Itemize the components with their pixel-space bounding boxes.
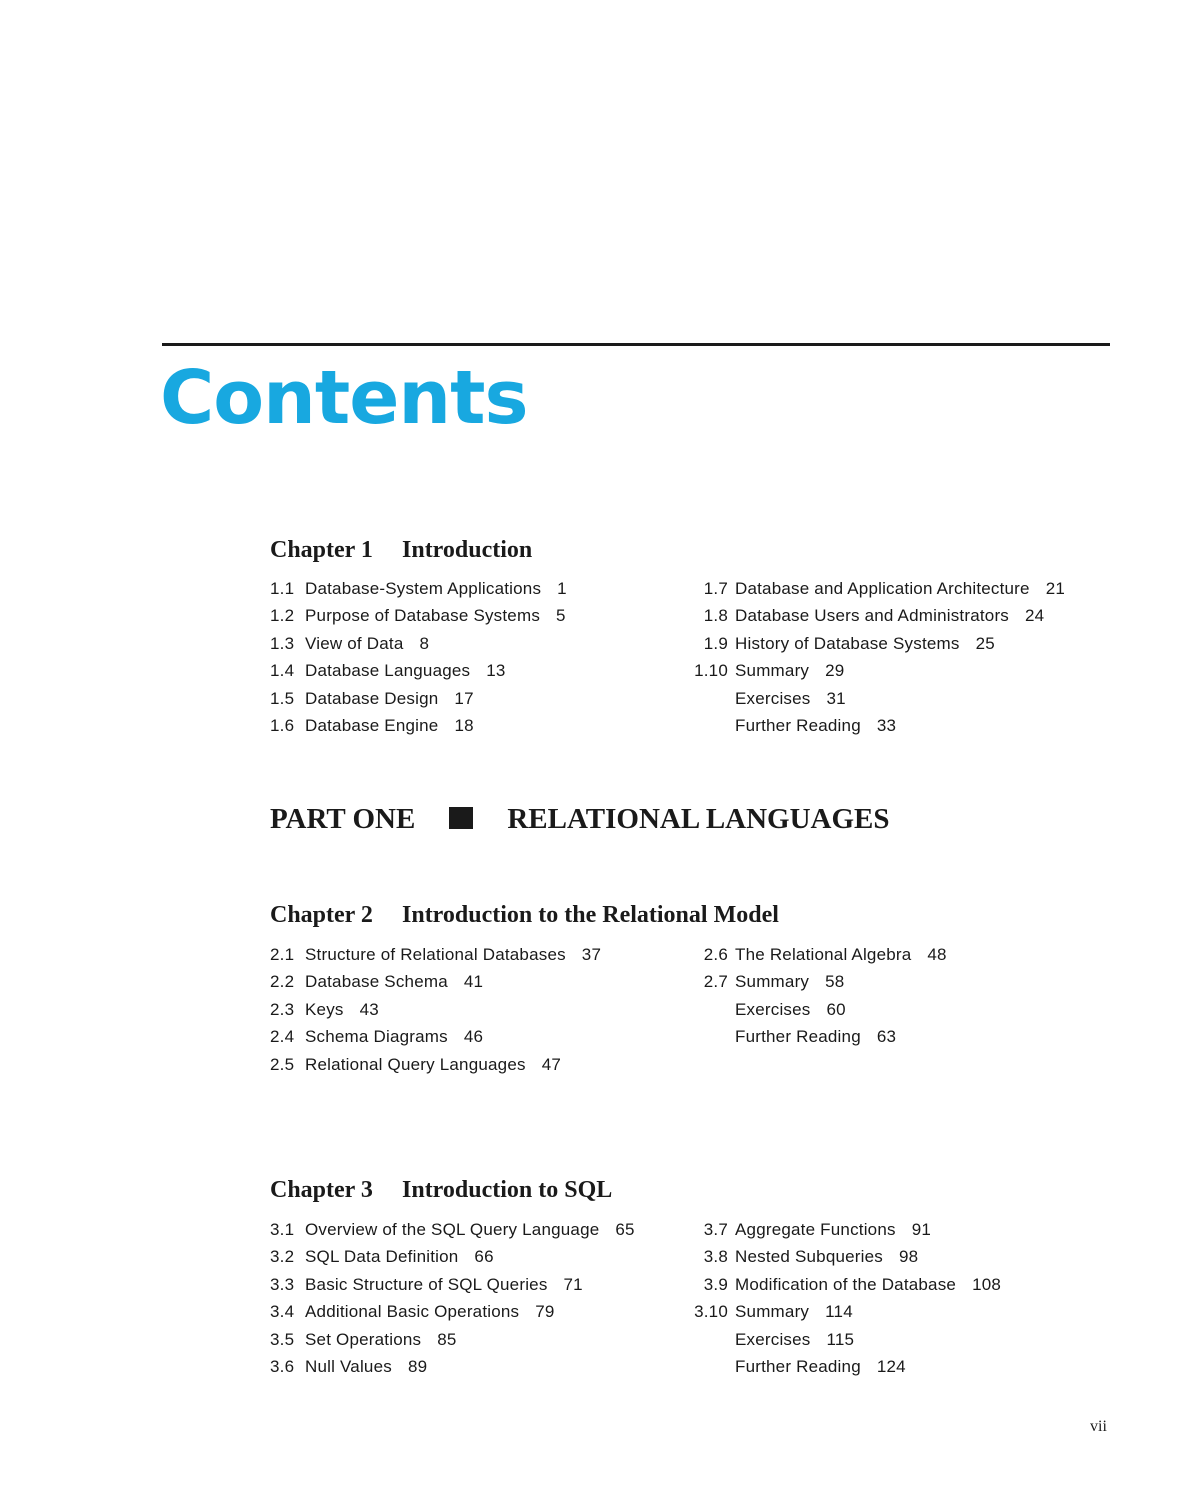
section-page: 8 [419,633,430,653]
section-title: Structure of Relational Databases [305,945,566,964]
section-title: Basic Structure of SQL Queries [305,1274,548,1294]
chapter-3-heading[interactable] [270,1177,612,1204]
section-number: 2.2 [270,972,295,992]
section-number: 3.4 [270,1302,295,1322]
toc-entry[interactable] [270,1216,635,1243]
toc-entry[interactable] [700,1023,947,1050]
section-number: 3.1 [270,1220,295,1239]
section-number: 1.10 [694,661,728,681]
section-title: Additional Basic Operations [305,1302,520,1322]
section-title: Database and Application Architecture [735,579,1030,598]
toc-entry[interactable] [270,1023,601,1050]
section-page: 29 [825,661,845,681]
section-page: 58 [825,972,845,992]
section-title: Database-System Applications [305,579,542,598]
section-number: 1.9 [703,633,728,653]
section-page: 79 [535,1302,555,1322]
toc-entry[interactable] [270,1353,635,1380]
section-number: 1.5 [270,688,295,708]
section-page: 17 [454,688,474,708]
section-title: Null Values [305,1356,392,1376]
section-number: 3.3 [270,1274,295,1294]
section-title: Summary [735,972,810,992]
toc-entry[interactable] [700,602,1065,629]
toc-entry[interactable] [270,1243,635,1270]
toc-entry[interactable] [700,1243,1001,1270]
section-title: Further Reading [735,715,861,735]
section-title: History of Database Systems [735,633,960,653]
square-separator-icon [449,807,473,829]
section-title: Database Languages [305,661,471,681]
section-number: 3.8 [703,1247,728,1267]
section-page: 48 [927,945,947,964]
section-title: Database Engine [305,715,439,735]
section-number: 2.7 [703,972,728,992]
page-title: Contents [160,355,528,441]
chapter-2-toc-right [700,941,947,1051]
section-title: Relational Query Languages [305,1054,526,1074]
chapter-label: Chapter 2 [270,902,373,928]
section-page: 63 [876,1027,897,1047]
section-title: Nested Subqueries [735,1247,883,1267]
section-page: 66 [474,1247,494,1267]
toc-entry[interactable] [700,712,1065,739]
section-number: 3.10 [694,1302,728,1322]
section-number: 1.6 [270,715,295,735]
toc-entry[interactable] [270,630,567,657]
section-title: Keys [305,999,344,1019]
section-page: 98 [899,1247,919,1267]
toc-entry[interactable] [270,657,567,684]
section-title: Overview of the SQL Query Language [305,1220,600,1239]
toc-entry[interactable] [270,1051,601,1078]
section-title: Summary [735,1302,810,1322]
section-number: 2.1 [270,945,295,964]
toc-entry[interactable] [270,602,567,629]
section-number: 1.1 [270,579,295,598]
section-page: 65 [615,1220,635,1239]
section-page: 114 [825,1302,853,1322]
chapter-1-toc-left [270,575,567,739]
section-title: Exercises [735,999,811,1019]
section-number: 3.5 [270,1329,295,1349]
chapter-title: Introduction to the Relational Model [402,902,779,928]
toc-entry[interactable] [270,968,601,995]
chapter-title: Introduction [402,537,533,563]
section-page: 25 [975,633,995,653]
toc-entry[interactable] [270,575,567,602]
section-page: 124 [876,1356,906,1376]
section-number: 3.2 [270,1247,295,1267]
section-number: 1.8 [703,606,728,626]
toc-entry[interactable] [270,1271,635,1298]
section-title: Modification of the Database [735,1274,957,1294]
section-number: 2.6 [703,945,728,964]
section-title: Purpose of Database Systems [305,606,541,626]
section-page: 60 [826,999,846,1019]
part-heading [270,803,890,836]
toc-entry[interactable] [700,968,947,995]
part-title: RELATIONAL LANGUAGES [507,803,890,835]
chapter-label: Chapter 1 [270,537,373,563]
section-number: 1.7 [703,579,728,598]
section-title: Exercises [735,1329,811,1349]
section-number: 1.2 [270,606,295,626]
chapter-2-heading[interactable] [270,902,779,929]
section-number: 1.3 [270,633,295,653]
toc-entry[interactable] [270,1326,635,1353]
section-page: 5 [556,606,566,626]
section-title: Further Reading [735,1356,861,1376]
toc-entry[interactable] [700,1216,1001,1243]
section-number: 2.5 [270,1054,295,1074]
chapter-title: Introduction to SQL [402,1177,613,1203]
chapter-3-toc-left [270,1216,635,1380]
chapter-3-toc-right [694,1216,1002,1380]
page-number: vii [1090,1418,1107,1435]
section-page: 31 [826,688,846,708]
section-page: 1 [557,579,567,598]
section-number: 1.4 [270,661,295,681]
section-title: Database Schema [305,972,448,992]
chapter-label: Chapter 3 [270,1177,373,1203]
section-page: 13 [486,661,506,681]
chapter-1-heading[interactable] [270,537,532,564]
toc-entry[interactable] [694,1298,1001,1325]
section-number: 2.3 [270,999,295,1019]
part-label: PART ONE [270,803,416,835]
section-page: 89 [407,1356,428,1376]
section-title: View of Data [305,633,404,653]
section-page: 18 [454,715,474,735]
section-page: 24 [1025,606,1045,626]
toc-entry[interactable] [700,1271,1001,1298]
section-title: Database Design [305,688,439,708]
chapter-1-toc-right [694,575,1066,739]
section-title: Exercises [735,688,811,708]
section-number: 3.6 [270,1356,295,1376]
toc-entry[interactable] [700,1326,1001,1353]
toc-entry[interactable] [700,941,947,968]
section-title: Database Users and Administrators [735,606,1010,626]
section-page: 21 [1045,579,1066,598]
toc-entry[interactable] [700,996,947,1023]
toc-entry[interactable] [270,996,601,1023]
section-title: The Relational Algebra [735,945,912,964]
section-title: Schema Diagrams [305,1027,448,1047]
section-page: 108 [972,1274,1002,1294]
section-page: 37 [581,945,602,964]
section-page: 41 [463,972,484,992]
section-number: 2.4 [270,1027,295,1047]
section-title: Aggregate Functions [735,1220,896,1239]
chapter-2-toc-left [270,941,601,1078]
toc-entry[interactable] [270,941,601,968]
toc-entry[interactable] [270,712,567,739]
toc-entry[interactable] [700,685,1065,712]
toc-entry[interactable] [700,630,1065,657]
section-title: Further Reading [735,1027,861,1047]
section-number: 3.7 [703,1220,728,1239]
section-title: SQL Data Definition [305,1247,459,1267]
section-page: 46 [463,1027,484,1047]
section-page: 115 [826,1329,855,1349]
toc-entry[interactable] [700,575,1065,602]
section-page: 43 [359,999,379,1019]
toc-entry[interactable] [694,657,1065,684]
top-rule [162,343,1110,346]
toc-entry[interactable] [700,1353,1001,1380]
toc-entry[interactable] [270,1298,635,1325]
toc-entry[interactable] [270,685,567,712]
section-page: 85 [437,1329,457,1349]
section-page: 91 [911,1220,931,1239]
section-title: Summary [735,661,810,681]
section-page: 71 [563,1274,583,1294]
section-title: Set Operations [305,1329,422,1349]
section-number: 3.9 [703,1274,728,1294]
section-page: 33 [876,715,897,735]
section-page: 47 [541,1054,561,1074]
